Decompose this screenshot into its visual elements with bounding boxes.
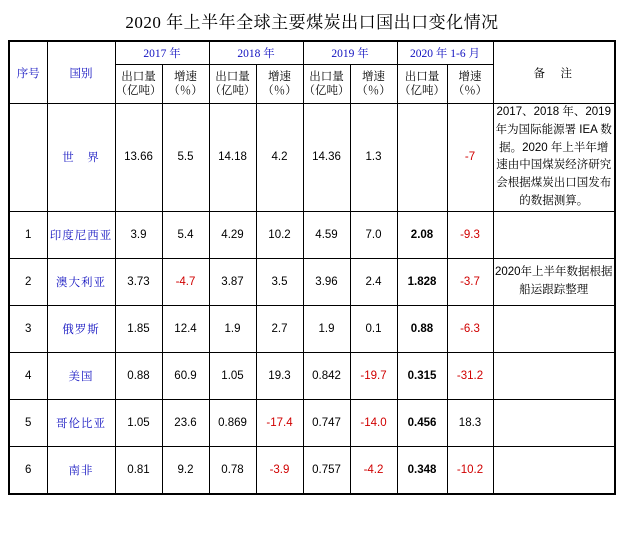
header-2017-volume-line2: （亿吨）	[115, 85, 162, 97]
row-country: 俄罗斯	[47, 305, 115, 352]
row-2018-growth: 4.2	[256, 104, 303, 212]
row-2019-volume: 0.842	[303, 352, 350, 399]
header-2019-growth-line2: （％）	[356, 85, 391, 97]
row-2019-volume: 0.747	[303, 399, 350, 446]
row-seq	[9, 104, 47, 212]
table-row	[9, 258, 615, 305]
row-seq: 1	[9, 211, 47, 258]
header-2019-growth-line1: 增速	[362, 70, 385, 83]
row-2019-growth: -19.7	[350, 352, 397, 399]
row-2018-growth: -17.4	[256, 399, 303, 446]
row-2020-volume: 0.315	[397, 352, 447, 399]
row-2018-volume: 14.18	[209, 104, 256, 212]
page-title: 2020 年上半年全球主要煤炭出口国出口变化情况	[125, 13, 499, 32]
row-seq: 5	[9, 399, 47, 446]
row-2020-growth: -9.3	[447, 211, 493, 258]
header-2018-volume-line2: （亿吨）	[209, 85, 256, 97]
row-remark	[493, 352, 615, 399]
row-2018-volume: 4.29	[209, 211, 256, 258]
row-2017-growth: -4.7	[162, 258, 209, 305]
row-country: 哥伦比亚	[47, 399, 115, 446]
header-2017-growth	[162, 65, 209, 104]
row-2017-volume: 1.05	[115, 399, 162, 446]
header-year-2019: 2019 年	[303, 41, 397, 65]
row-2017-volume: 13.66	[115, 104, 162, 212]
row-2019-growth: 1.3	[350, 104, 397, 212]
row-2019-volume: 3.96	[303, 258, 350, 305]
row-remark	[493, 399, 615, 446]
row-2019-growth: 0.1	[350, 305, 397, 352]
row-remark: 2017、2018 年、2019 年为国际能源署 IEA 数据。2020 年上半年增速由中国煤炭经济研究会根据煤炭出口国发布的数据测算。	[493, 104, 615, 212]
header-2020-volume-line2: （亿吨）	[399, 85, 445, 97]
row-2020-growth: -31.2	[447, 352, 493, 399]
header-2019-growth	[350, 65, 397, 104]
table-row	[9, 104, 615, 212]
header-2020-growth-line1: 增速	[458, 70, 482, 83]
row-2019-volume: 4.59	[303, 211, 350, 258]
header-2020-volume	[397, 65, 447, 104]
row-2020-growth: -3.7	[447, 258, 493, 305]
header-2020-growth	[447, 65, 493, 104]
header-2017-volume	[115, 65, 162, 104]
row-seq: 4	[9, 352, 47, 399]
row-seq: 3	[9, 305, 47, 352]
row-2020-volume	[397, 104, 447, 212]
row-country: 美国	[47, 352, 115, 399]
row-2019-volume: 0.757	[303, 446, 350, 494]
row-2018-growth: 3.5	[256, 258, 303, 305]
row-2018-volume: 3.87	[209, 258, 256, 305]
header-2019-volume	[303, 65, 350, 104]
row-remark	[493, 446, 615, 494]
row-2017-growth: 23.6	[162, 399, 209, 446]
row-2017-growth: 9.2	[162, 446, 209, 494]
row-remark	[493, 305, 615, 352]
header-2019-volume-line1: 出口量	[309, 70, 344, 83]
row-2017-growth: 60.9	[162, 352, 209, 399]
row-2020-volume: 0.88	[397, 305, 447, 352]
row-2020-growth: -10.2	[447, 446, 493, 494]
table-row	[9, 352, 615, 399]
header-2018-growth-line1: 增速	[268, 70, 291, 83]
row-2020-volume: 0.348	[397, 446, 447, 494]
row-2017-volume: 3.73	[115, 258, 162, 305]
header-seq: 序号	[9, 41, 47, 104]
row-2017-growth: 5.5	[162, 104, 209, 212]
table-row	[9, 211, 615, 258]
row-2018-volume: 1.9	[209, 305, 256, 352]
row-2017-volume: 0.81	[115, 446, 162, 494]
row-2020-volume: 0.456	[397, 399, 447, 446]
row-country: 澳大利亚	[47, 258, 115, 305]
header-2017-growth-line1: 增速	[174, 70, 197, 83]
table-row	[9, 446, 615, 494]
row-2017-volume: 0.88	[115, 352, 162, 399]
row-2020-growth: 18.3	[447, 399, 493, 446]
row-country: 世 界	[47, 104, 115, 212]
header-2019-volume-line2: （亿吨）	[303, 85, 350, 97]
row-remark	[493, 211, 615, 258]
header-year-2017: 2017 年	[115, 41, 209, 65]
header-year-2020h1: 2020 年 1-6 月	[397, 41, 493, 65]
header-2017-growth-line2: （％）	[168, 85, 203, 97]
table-row	[9, 399, 615, 446]
header-year-2018: 2018 年	[209, 41, 303, 65]
row-country: 印度尼西亚	[47, 211, 115, 258]
row-2019-growth: -14.0	[350, 399, 397, 446]
header-2020-growth-line2: （％）	[452, 85, 488, 97]
header-2018-growth	[256, 65, 303, 104]
row-2017-growth: 5.4	[162, 211, 209, 258]
row-2017-volume: 1.85	[115, 305, 162, 352]
table-row	[9, 305, 615, 352]
row-2018-growth: 2.7	[256, 305, 303, 352]
header-remark: 备 注	[493, 41, 615, 104]
row-2020-volume: 1.828	[397, 258, 447, 305]
header-2017-volume-line1: 出口量	[121, 70, 156, 83]
row-2018-volume: 0.869	[209, 399, 256, 446]
row-2019-growth: 7.0	[350, 211, 397, 258]
row-seq: 6	[9, 446, 47, 494]
row-2019-growth: 2.4	[350, 258, 397, 305]
header-2018-volume	[209, 65, 256, 104]
row-2018-volume: 1.05	[209, 352, 256, 399]
row-2018-growth: 19.3	[256, 352, 303, 399]
row-2018-volume: 0.78	[209, 446, 256, 494]
row-2017-growth: 12.4	[162, 305, 209, 352]
row-2019-volume: 1.9	[303, 305, 350, 352]
header-2018-growth-line2: （％）	[262, 85, 297, 97]
header-2020-volume-line1: 出口量	[404, 70, 440, 83]
row-2020-growth: -7	[447, 104, 493, 212]
row-country: 南非	[47, 446, 115, 494]
coal-export-table	[8, 40, 616, 495]
row-2019-growth: -4.2	[350, 446, 397, 494]
row-2017-volume: 3.9	[115, 211, 162, 258]
row-seq: 2	[9, 258, 47, 305]
table-header-row-1	[9, 41, 615, 65]
row-2019-volume: 14.36	[303, 104, 350, 212]
header-country: 国别	[47, 41, 115, 104]
row-2018-growth: -3.9	[256, 446, 303, 494]
row-2020-volume: 2.08	[397, 211, 447, 258]
row-2018-growth: 10.2	[256, 211, 303, 258]
row-remark: 2020年上半年数据根据船运跟踪整理	[493, 258, 615, 305]
header-2018-volume-line1: 出口量	[215, 70, 250, 83]
row-2020-growth: -6.3	[447, 305, 493, 352]
